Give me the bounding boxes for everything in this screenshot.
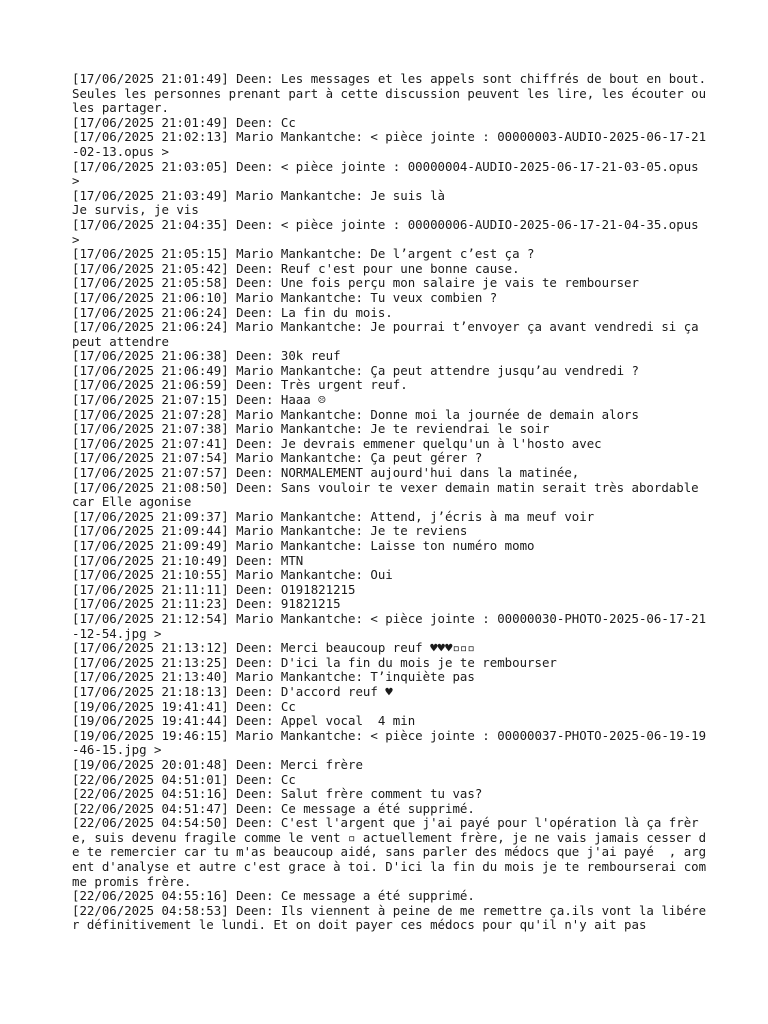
message-line: [22/06/2025 04:55:16] Deen: Ce message a été supprimé. [72, 888, 475, 904]
message-line: [17/06/2025 21:09:49] Mario Mankantche: Laisse ton numéro momo [72, 538, 535, 553]
message-line: [17/06/2025 21:13:12] Deen: Merci beaucoup reuf ♥♥♥▫▫▫ [72, 640, 475, 656]
message-line: [19/06/2025 20:01:48] Deen: Merci frère [72, 756, 363, 772]
message-line: [17/06/2025 21:04:35] Deen: < pièce jointe : 00000006-AUDIO-2025-06-17-21-04-35.opus > [72, 216, 707, 247]
message-line: [17/06/2025 21:05:58] Deen: Une fois perçu mon salaire je vais te rembourser [72, 275, 639, 291]
message-line: [17/06/2025 21:06:49] Mario Mankantche: Ça peut attendre jusqu’au vendredi ? [72, 362, 639, 378]
message-line: [17/06/2025 21:11:23] Deen: 91821215 [72, 596, 341, 612]
message-line: [17/06/2025 21:07:15] Deen: Haaa ☹ [72, 392, 326, 408]
message-line: [19/06/2025 19:41:41] Deen: Cc [72, 698, 296, 714]
message-line: [17/06/2025 21:06:38] Deen: 30k reuf [72, 348, 341, 364]
message-line: [17/06/2025 21:10:55] Mario Mankantche: Oui [72, 567, 393, 583]
message-line: [17/06/2025 21:10:49] Deen: MTN [72, 552, 304, 568]
message-line: [19/06/2025 19:46:15] Mario Mankantche: < pièce jointe : 00000037-PHOTO-2025-06-19-19-46-15.jpg > [72, 727, 707, 758]
message-line: [17/06/2025 21:06:24] Mario Mankantche: Je pourrai t’envoyer ça avant vendredi si ça peut attendre [72, 319, 707, 349]
message-line: [17/06/2025 21:09:44] Mario Mankantche: Je te reviens [72, 523, 468, 539]
message-line: [22/06/2025 04:51:01] Deen: Cc [72, 771, 296, 787]
message-line: [22/06/2025 04:54:50] Deen: C'est l'argent que j'ai payé pour l'opération là ça frère, suis devenu fragile comme le vent ▫ actuellement frère, je ne vais jamais cesser de te remercier car tu m'as beaucoup aidé, sans parler des médocs que j'ai payé , argent d'analyse et autre c'est grace à toi. D'ici la fin du mois je te rembourserai comme promis frère. [72, 815, 707, 889]
message-line: [17/06/2025 21:01:49] Deen: Les messages et les appels sont chiffrés de bout en bout. Seules les personnes prenant part à cette discussion peuvent les lire, les écouter ou les partager. [72, 71, 714, 116]
message-line: [17/06/2025 21:05:42] Deen: Reuf c'est pour une bonne cause. [72, 260, 520, 276]
message-line: [17/06/2025 21:13:40] Mario Mankantche: T’inquiète pas [72, 669, 475, 685]
message-line: [17/06/2025 21:08:50] Deen: Sans vouloir te vexer demain matin serait très abordable car Elle agonise [72, 479, 707, 510]
message-line: [17/06/2025 21:01:49] Deen: Cc [72, 114, 296, 130]
message-line: [17/06/2025 21:11:11] Deen: O191821215 [72, 581, 356, 597]
message-line: [17/06/2025 21:07:57] Deen: NORMALEMENT aujourd'hui dans la matinée, [72, 465, 580, 481]
message-line: [17/06/2025 21:06:59] Deen: Très urgent reuf. [72, 377, 408, 393]
message-line: [17/06/2025 21:03:05] Deen: < pièce jointe : 00000004-AUDIO-2025-06-17-21-03-05.opus > [72, 158, 707, 189]
message-line: [17/06/2025 21:12:54] Mario Mankantche: < pièce jointe : 00000030-PHOTO-2025-06-17-21-12-54.jpg > [72, 610, 707, 641]
message-line: [17/06/2025 21:18:13] Deen: D'accord reuf ♥ [72, 683, 393, 699]
message-line: [17/06/2025 21:06:24] Deen: La fin du mois. [72, 304, 393, 320]
message-line: [22/06/2025 04:51:47] Deen: Ce message a été supprimé. [72, 800, 475, 816]
message-line: [17/06/2025 21:06:10] Mario Mankantche: Tu veux combien ? [72, 289, 498, 305]
message-line: [17/06/2025 21:09:37] Mario Mankantche: Attend, j’écris à ma meuf voir [72, 508, 595, 524]
chat-transcript [72, 72, 712, 933]
message-line: [22/06/2025 04:58:53] Deen: Ils viennent à peine de me remettre ça.ils vont la libérer définitivement le lundi. Et on doit payer ces médocs pour qu'il n'y ait pas [72, 902, 707, 933]
message-line: [17/06/2025 21:07:38] Mario Mankantche: Je te reviendrai le soir [72, 421, 550, 437]
message-line: [17/06/2025 21:13:25] Deen: D'ici la fin du mois je te rembourser [72, 654, 557, 670]
message-line: [17/06/2025 21:03:49] Mario Mankantche: Je suis là Je survis, je vis [72, 187, 445, 218]
message-line: [17/06/2025 21:07:54] Mario Mankantche: Ça peut gérer ? [72, 450, 483, 466]
message-line: [17/06/2025 21:05:15] Mario Mankantche: De l’argent c’est ça ? [72, 246, 535, 262]
message-line: [17/06/2025 21:07:41] Deen: Je devrais emmener quelqu'un à l'hosto avec [72, 435, 602, 451]
message-line: [22/06/2025 04:51:16] Deen: Salut frère comment tu vas? [72, 786, 483, 802]
message-line: [19/06/2025 19:41:44] Deen: Appel vocal 4 min [72, 713, 416, 729]
message-line: [17/06/2025 21:02:13] Mario Mankantche: < pièce jointe : 00000003-AUDIO-2025-06-17-21-02-13.opus > [72, 129, 707, 159]
message-line: [17/06/2025 21:07:28] Mario Mankantche: Donne moi la journée de demain alors [72, 406, 639, 422]
